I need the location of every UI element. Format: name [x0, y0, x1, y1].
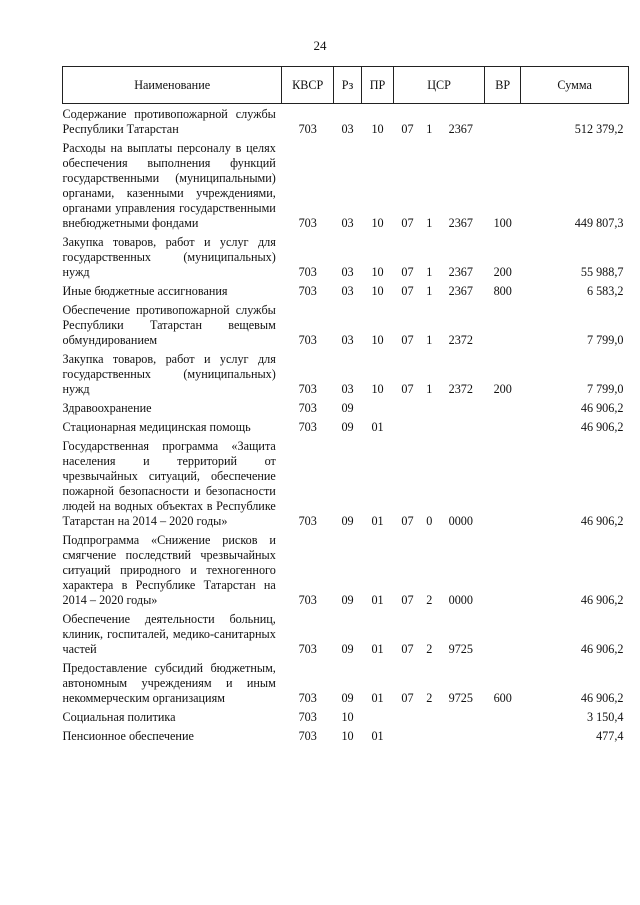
cell-csr-subprogram: 1: [426, 265, 433, 279]
cell-csr-code: [437, 725, 485, 744]
cell-kvsr: 703: [298, 420, 317, 434]
cell-vr: [485, 706, 521, 725]
cell-csr-code: 2372: [448, 333, 473, 347]
cell-csr-subprogram: 2: [426, 593, 433, 607]
header-kvsr: КВСР: [282, 67, 334, 104]
cell-csr-program: [394, 416, 422, 435]
cell-name: Пенсионное обеспечение: [62, 729, 194, 743]
cell-csr-code: 0000: [448, 514, 473, 528]
header-rz: Рз: [334, 67, 362, 104]
cell-pr: 01: [371, 642, 384, 656]
cell-sum: 46 906,2: [580, 642, 624, 656]
cell-csr-code: 2367: [448, 265, 473, 279]
cell-rz: 09: [341, 401, 354, 415]
cell-rz: 10: [341, 729, 354, 743]
cell-csr-code: 9725: [448, 691, 473, 705]
cell-name: Стационарная медицинская помощь: [62, 420, 251, 434]
table-row: [63, 137, 629, 231]
table-row: [63, 280, 629, 299]
table-body: [63, 104, 629, 745]
cell-pr: 10: [371, 265, 384, 279]
cell-csr-code: [437, 416, 485, 435]
cell-vr: [485, 435, 521, 529]
cell-vr: [485, 416, 521, 435]
budget-table: [62, 66, 629, 744]
cell-name: Закупка товаров, работ и услуг для государственных (муниципальных) нужд: [62, 352, 276, 396]
cell-csr-code: [437, 397, 485, 416]
cell-pr: 10: [371, 122, 384, 136]
cell-vr: [485, 608, 521, 657]
cell-rz: 10: [341, 710, 354, 724]
cell-vr: [485, 299, 521, 348]
table-row: [63, 231, 629, 280]
cell-pr: 01: [371, 729, 384, 743]
cell-rz: 03: [341, 333, 354, 347]
cell-sum: 46 906,2: [580, 514, 624, 528]
cell-csr-subprogram: 1: [426, 216, 433, 230]
cell-csr-code: 2367: [448, 284, 473, 298]
table-row: [63, 299, 629, 348]
cell-csr-program: [394, 397, 422, 416]
cell-csr-code: 9725: [448, 642, 473, 656]
header-sum: Сумма: [521, 67, 629, 104]
cell-csr-subprogram: 1: [426, 382, 433, 396]
cell-vr: [485, 397, 521, 416]
cell-csr-code: 2367: [448, 122, 473, 136]
cell-sum: 449 807,3: [574, 216, 624, 230]
cell-name: Социальная политика: [62, 710, 176, 724]
cell-rz: 03: [341, 284, 354, 298]
cell-pr: 01: [371, 514, 384, 528]
cell-name: Содержание противопожарной службы Республики Татарстан: [62, 107, 276, 136]
cell-pr: [362, 706, 394, 725]
cell-csr-subprogram: [421, 416, 437, 435]
cell-rz: 03: [341, 382, 354, 396]
cell-sum: 46 906,2: [580, 401, 624, 415]
cell-vr: 600: [493, 691, 512, 705]
table-row: [63, 608, 629, 657]
cell-rz: 09: [341, 642, 354, 656]
table-row: [63, 529, 629, 608]
cell-kvsr: 703: [298, 593, 317, 607]
cell-rz: 03: [341, 122, 354, 136]
cell-rz: 09: [341, 514, 354, 528]
header-vr: ВР: [485, 67, 521, 104]
cell-name: Предоставление субсидий бюджетным, автономным учреждениям и иным некоммерческим организациям: [62, 661, 276, 705]
cell-sum: 55 988,7: [580, 265, 624, 279]
cell-csr-subprogram: 2: [426, 642, 433, 656]
cell-name: Иные бюджетные ассигнования: [62, 284, 228, 298]
cell-sum: 3 150,4: [586, 710, 624, 724]
table-row: [63, 435, 629, 529]
table-row: [63, 706, 629, 725]
cell-sum: 46 906,2: [580, 691, 624, 705]
cell-kvsr: 703: [298, 691, 317, 705]
cell-sum: 7 799,0: [586, 382, 624, 396]
cell-csr-program: [394, 706, 422, 725]
cell-rz: 09: [341, 593, 354, 607]
cell-pr: 01: [371, 691, 384, 705]
cell-vr: [485, 104, 521, 138]
cell-kvsr: 703: [298, 382, 317, 396]
cell-csr-subprogram: [421, 397, 437, 416]
cell-pr: 01: [371, 593, 384, 607]
cell-name: Обеспечение деятельности больниц, клиник, госпиталей, медико-санитарных частей: [62, 612, 276, 656]
cell-csr-subprogram: 0: [426, 514, 433, 528]
cell-rz: 03: [341, 265, 354, 279]
cell-pr: 01: [371, 420, 384, 434]
cell-kvsr: 703: [298, 729, 317, 743]
cell-vr: [485, 529, 521, 608]
cell-kvsr: 703: [298, 401, 317, 415]
cell-csr-program: 07: [401, 382, 414, 396]
cell-csr-subprogram: [421, 706, 437, 725]
cell-name: Закупка товаров, работ и услуг для государственных (муниципальных) нужд: [62, 235, 276, 279]
table-row: [63, 657, 629, 706]
cell-kvsr: 703: [298, 122, 317, 136]
cell-name: Расходы на выплаты персоналу в целях обеспечения выполнения функций государственными (муниципальными) органами, казенными учреждениями, органами управления государственными внебюджетными фондами: [62, 141, 276, 230]
cell-name: Подпрограмма «Снижение рисков и смягчение последствий чрезвычайных ситуаций природного и техногенного характера в Республике Татарстан на 2014 – 2020 годы»: [62, 533, 276, 607]
table-row: [63, 104, 629, 138]
cell-csr-program: 07: [401, 265, 414, 279]
cell-name: Обеспечение противопожарной службы Республики Татарстан вещевым обмундированием: [62, 303, 276, 347]
cell-name: Государственная программа «Защита населения и территорий от чрезвычайных ситуаций, обеспечение пожарной безопасности и безопасности людей на водных объектах в Республике Татарстан на 2014 – 2020 годы»: [62, 439, 276, 528]
cell-vr: 200: [493, 382, 512, 396]
cell-csr-code: 0000: [448, 593, 473, 607]
cell-csr-program: 07: [401, 284, 414, 298]
cell-rz: 09: [341, 691, 354, 705]
cell-csr-program: [394, 725, 422, 744]
cell-csr-program: 07: [401, 642, 414, 656]
cell-sum: 512 379,2: [574, 122, 624, 136]
cell-name: Здравоохранение: [62, 401, 152, 415]
cell-csr-code: [437, 706, 485, 725]
cell-sum: 6 583,2: [586, 284, 624, 298]
cell-csr-subprogram: [421, 725, 437, 744]
cell-rz: 09: [341, 420, 354, 434]
cell-vr: 100: [493, 216, 512, 230]
cell-kvsr: 703: [298, 216, 317, 230]
cell-sum: 7 799,0: [586, 333, 624, 347]
cell-pr: 10: [371, 216, 384, 230]
cell-sum: 46 906,2: [580, 420, 624, 434]
page-number: 24: [313, 38, 327, 53]
header-csr: ЦСР: [394, 67, 485, 104]
cell-csr-program: 07: [401, 333, 414, 347]
cell-sum: 46 906,2: [580, 593, 624, 607]
table-row: [63, 348, 629, 397]
cell-vr: [485, 725, 521, 744]
cell-kvsr: 703: [298, 710, 317, 724]
cell-pr: 10: [371, 382, 384, 396]
cell-kvsr: 703: [298, 284, 317, 298]
table-row: [63, 397, 629, 416]
cell-csr-program: 07: [401, 691, 414, 705]
cell-csr-program: 07: [401, 122, 414, 136]
cell-csr-program: 07: [401, 514, 414, 528]
table-header-row: [63, 67, 629, 104]
header-name: Наименование: [63, 67, 282, 104]
cell-kvsr: 703: [298, 642, 317, 656]
cell-sum: 477,4: [596, 729, 624, 743]
cell-csr-subprogram: 1: [426, 284, 433, 298]
cell-pr: 10: [371, 333, 384, 347]
cell-pr: [362, 397, 394, 416]
cell-csr-program: 07: [401, 593, 414, 607]
cell-csr-code: 2367: [448, 216, 473, 230]
cell-vr: 800: [493, 284, 512, 298]
cell-vr: 200: [493, 265, 512, 279]
cell-rz: 03: [341, 216, 354, 230]
table-row: [63, 725, 629, 744]
header-pr: ПР: [362, 67, 394, 104]
cell-csr-subprogram: 2: [426, 691, 433, 705]
cell-pr: 10: [371, 284, 384, 298]
cell-kvsr: 703: [298, 514, 317, 528]
cell-csr-program: 07: [401, 216, 414, 230]
cell-kvsr: 703: [298, 333, 317, 347]
cell-csr-code: 2372: [448, 382, 473, 396]
cell-kvsr: 703: [298, 265, 317, 279]
cell-csr-subprogram: 1: [426, 333, 433, 347]
cell-csr-subprogram: 1: [426, 122, 433, 136]
table-row: [63, 416, 629, 435]
